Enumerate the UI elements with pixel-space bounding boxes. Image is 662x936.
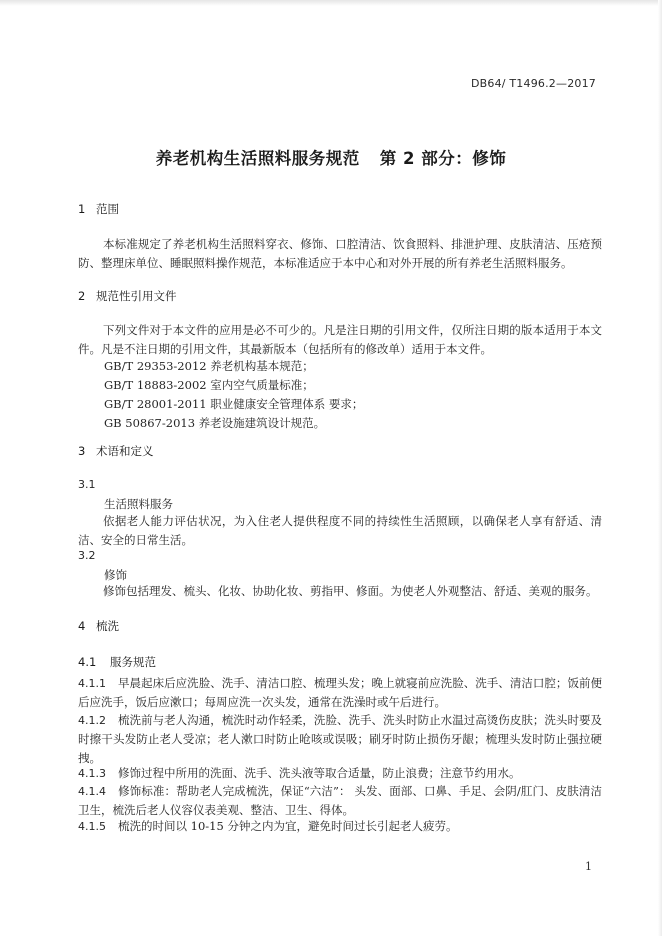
section-1-heading bbox=[78, 201, 119, 217]
section-title: 梳洗 bbox=[96, 619, 119, 633]
section-4-heading bbox=[78, 618, 119, 634]
title-main: 养老机构生活照料服务规范 bbox=[155, 149, 360, 168]
title-part: 第 2 部分：修饰 bbox=[379, 149, 507, 168]
clause-text: 修饰标准：帮助老人完成梳洗，保证“六洁”： 头发、面部、口鼻、手足、会阴/肛门、皮肤清洁卫生，梳洗后老人仪容仪表美观、整洁、卫生、得体。 bbox=[78, 784, 602, 817]
clause-text: 梳洗前与老人沟通，梳洗时动作轻柔，洗脸、洗手、洗头时防止水温过高烫伤皮肤；洗头时要及时擦干头发防止老人受凉；老人漱口时防止呛咳或误吸；刷牙时防止损伤牙龈；梳理头发时防止强拉硬拽。 bbox=[78, 713, 602, 765]
section-2-paragraph: 下列文件对于本文件的应用是必不可少的。凡是注日期的引用文件，仅所注日期的版本适用于本文件。凡是不注日期的引用文件，其最新版本（包括所有的修改单）适用于本文件。 bbox=[78, 323, 602, 356]
subsection-number: 4.1 bbox=[78, 655, 97, 669]
term-name: 修饰 bbox=[104, 568, 127, 582]
reference-item: GB/T 18883-2002 室内空气质量标准； bbox=[104, 378, 314, 392]
section-number: 2 bbox=[78, 289, 86, 303]
clause-item bbox=[78, 782, 602, 820]
clause-text: 修饰过程中所用的洗面、洗手、洗头液等取合适量，防止浪费；注意节约用水。 bbox=[118, 766, 521, 780]
reference-item: GB/T 28001-2011 职业健康安全管理体系 要求； bbox=[104, 397, 364, 411]
subsection-heading bbox=[78, 654, 156, 670]
reference-item: GB/T 29353-2012 养老机构基本规范； bbox=[104, 359, 314, 373]
scan-top-edge bbox=[0, 0, 662, 6]
clause-item bbox=[78, 764, 602, 783]
term-definition: 修饰包括理发、梳头、化妆、协助化妆、剪指甲、修面。为使老人外观整洁、舒适、美观的服务。 bbox=[103, 584, 598, 598]
subsection-title: 服务规范 bbox=[110, 655, 156, 669]
clause-number: 4.1.1 bbox=[78, 677, 106, 690]
term-definition: 依据老人能力评估状况，为入住老人提供程度不同的持续性生活照顾，以确保老人享有舒适、清洁、安全的日常生活。 bbox=[78, 514, 602, 547]
clause-number: 4.1.3 bbox=[78, 767, 106, 780]
section-title: 规范性引用文件 bbox=[96, 289, 177, 303]
standard-code: DB64/ T1496.2—2017 bbox=[470, 77, 596, 90]
term-number: 3.2 bbox=[78, 549, 96, 562]
clause-number: 4.1.5 bbox=[78, 820, 106, 833]
section-title: 范围 bbox=[96, 202, 119, 216]
clause-number: 4.1.4 bbox=[78, 785, 106, 798]
clause-text: 早晨起床后应洗脸、洗手、清洁口腔、梳理头发；晚上就寝前应洗脸、洗手、清洁口腔；饭前便后应洗手，饭后应漱口；每周应洗一次头发，通常在洗澡时或午后进行。 bbox=[78, 676, 602, 709]
term-name: 生活照料服务 bbox=[104, 497, 173, 511]
clause-text: 梳洗的时间以 10-15 分钟之内为宜，避免时间过长引起老人疲劳。 bbox=[118, 819, 458, 833]
section-2-heading bbox=[78, 288, 177, 304]
term-number: 3.1 bbox=[78, 478, 96, 491]
section-1-paragraph: 本标准规定了养老机构生活照料穿衣、修饰、口腔清洁、饮食照料、排泄护理、皮肤清洁、压疮预防、整理床单位、睡眠照料操作规范，本标准适应于本中心和对外开展的所有养老生活照料服务。 bbox=[78, 237, 602, 270]
clause-number: 4.1.2 bbox=[78, 714, 106, 727]
section-number: 4 bbox=[78, 619, 86, 633]
clause-item bbox=[78, 674, 602, 712]
scan-right-edge bbox=[658, 0, 662, 936]
reference-item: GB 50867-2013 养老设施建筑设计规范。 bbox=[104, 416, 326, 430]
clause-item bbox=[78, 711, 602, 768]
section-title: 术语和定义 bbox=[96, 444, 154, 458]
page-number: 1 bbox=[585, 860, 592, 873]
document-title bbox=[0, 145, 662, 169]
section-number: 1 bbox=[78, 202, 86, 216]
section-number: 3 bbox=[78, 444, 86, 458]
clause-item bbox=[78, 817, 602, 836]
section-3-heading bbox=[78, 443, 154, 459]
